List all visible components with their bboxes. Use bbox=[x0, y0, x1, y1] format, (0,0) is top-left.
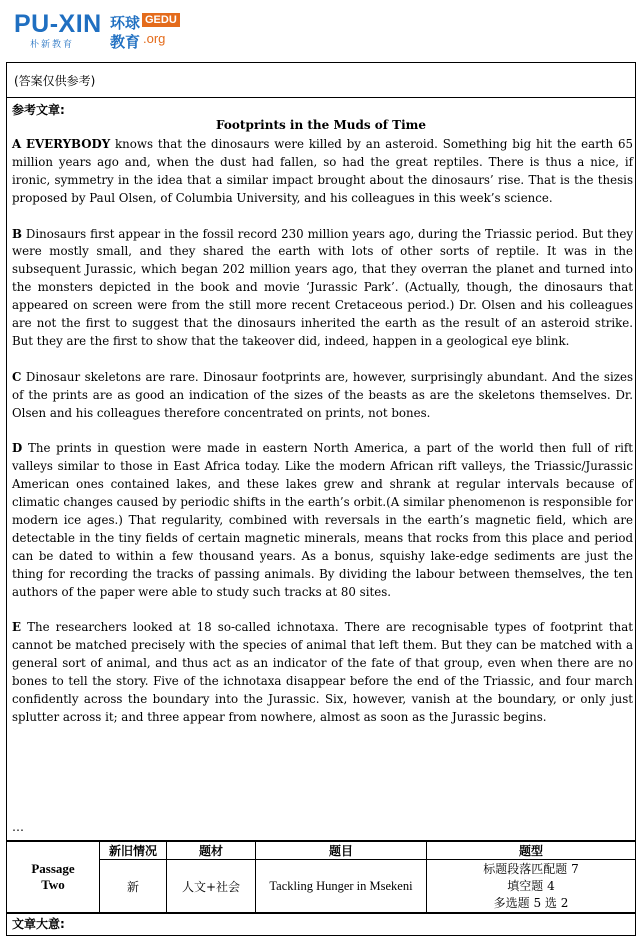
answer-note: (答案仅供参考) bbox=[6, 62, 636, 98]
article-title: Footprints in the Muds of Time bbox=[216, 118, 426, 132]
header-subject: 题目 bbox=[256, 842, 427, 860]
gedu-logo-bottom: 教育 bbox=[110, 33, 141, 51]
header-status: 新旧情况 bbox=[100, 842, 167, 860]
puxin-logo-subtitle: 朴新教育 bbox=[30, 40, 75, 50]
subject-cell: Tackling Hunger in Msekeni bbox=[256, 860, 427, 913]
type-cell: 标题段落匹配题 7 填空题 4 多选题 5 选 2 bbox=[427, 860, 636, 913]
header-topic: 题材 bbox=[167, 842, 256, 860]
passage-cell: Passage Two bbox=[7, 842, 100, 913]
reference-label: 参考文章: bbox=[12, 103, 65, 117]
paragraph-c: C Dinosaur skeletons are rare. Dinosaur footprints are, however, surprisingly abundant. And the sizes of the prints are as good an indication of the sizes of the beasts as are the skeletons themselves. Dr. Olsen and his colleagues therefore concentrated on prints, not bones. bbox=[12, 369, 634, 420]
puxin-logo: PU-XIN bbox=[14, 10, 102, 38]
gedu-logo-org: .org bbox=[143, 31, 166, 46]
header bbox=[0, 0, 644, 60]
paragraph-b: B Dinosaurs first appear in the fossil record 230 million years ago, during the Triassic period. But they were mostly small, and they shared the earth with lots of other sorts of reptile. It was in the subsequent Jurassic, which began 202 million years ago, that they overran the planet and turned into the monsters depicted in the book and movie ‘Jurassic Park’. (Actually, though, the dinosaurs that appeared on screen were from the still more recent Cretaceous period.) Dr. Olsen and his colleagues are not the first to suggest that the dinosaurs inherited the earth as the result of an asteroid strike. But they are the first to show that the takeover did, indeed, happen in a geological eye blink. bbox=[12, 226, 633, 348]
paragraph-e: E The researchers looked at 18 so-called ichnotaxa. There are recognisable types of footprint that cannot be matched precisely with the species of animal that left them. But they can be matched with a general sort of animal, and thus act as an indicator of the fate of that group, even when there are no bones to tell the story. Five of the ichnotaxa disappear before the end of the Triassic, and four march confidently across the boundary into the Jurassic. Six, however, vanish at the boundary, or only just splutter across it; and three appear from nowhere, almost as soon as the Jurassic begins. bbox=[12, 620, 634, 724]
article-section bbox=[6, 98, 636, 841]
paragraph-a: A EVERYBODY knows that the dinosaurs were killed by an asteroid. Something big hit the earth 65 million years ago and, when the dust had fallen, so had the great reptiles. There is thus a nice, if ironic, symmetry in the idea that a similar impact brought about the dinosaurs’ rise. That is the thesis proposed by Paul Olsen, of Columbia University, and his colleagues in this week’s science. bbox=[12, 137, 634, 205]
article-body bbox=[12, 136, 633, 745]
status-cell: 新 bbox=[100, 860, 167, 913]
continuation-ellipsis: … bbox=[12, 820, 24, 834]
gedu-logo-top: 环球 bbox=[110, 14, 141, 32]
passage-info-table bbox=[6, 841, 636, 913]
gedu-logo-tag: GEDU bbox=[142, 13, 180, 27]
paragraph-d: D The prints in question were made in eastern North America, a part of the world then full of rift valleys similar to those in East Africa today. Like the modern African rift valleys, the Triassic/Jurassic American ones contained lakes, and these lakes grew and shrank at regular intervals because of climatic changes caused by periodic shifts in the earth’s orbit.(A similar phenomenon is responsible for modern ice ages.) That regularity, combined with reversals in the earth’s magnetic field, which are detectable in the tiny fields of certain magnetic minerals, means that rocks from this place and period can be dated to within a few thousand years. As a bonus, squishy lake-edge sediments are just the thing for recording the tracks of passing animals. By dividing the labour between themselves, the ten authors of the paper were able to study such tracks at 80 sites. bbox=[12, 441, 633, 599]
summary-divider bbox=[6, 913, 636, 914]
topic-cell: 人文+社会 bbox=[167, 860, 256, 913]
summary-label: 文章大意: bbox=[12, 917, 65, 931]
header-type: 题型 bbox=[427, 842, 636, 860]
